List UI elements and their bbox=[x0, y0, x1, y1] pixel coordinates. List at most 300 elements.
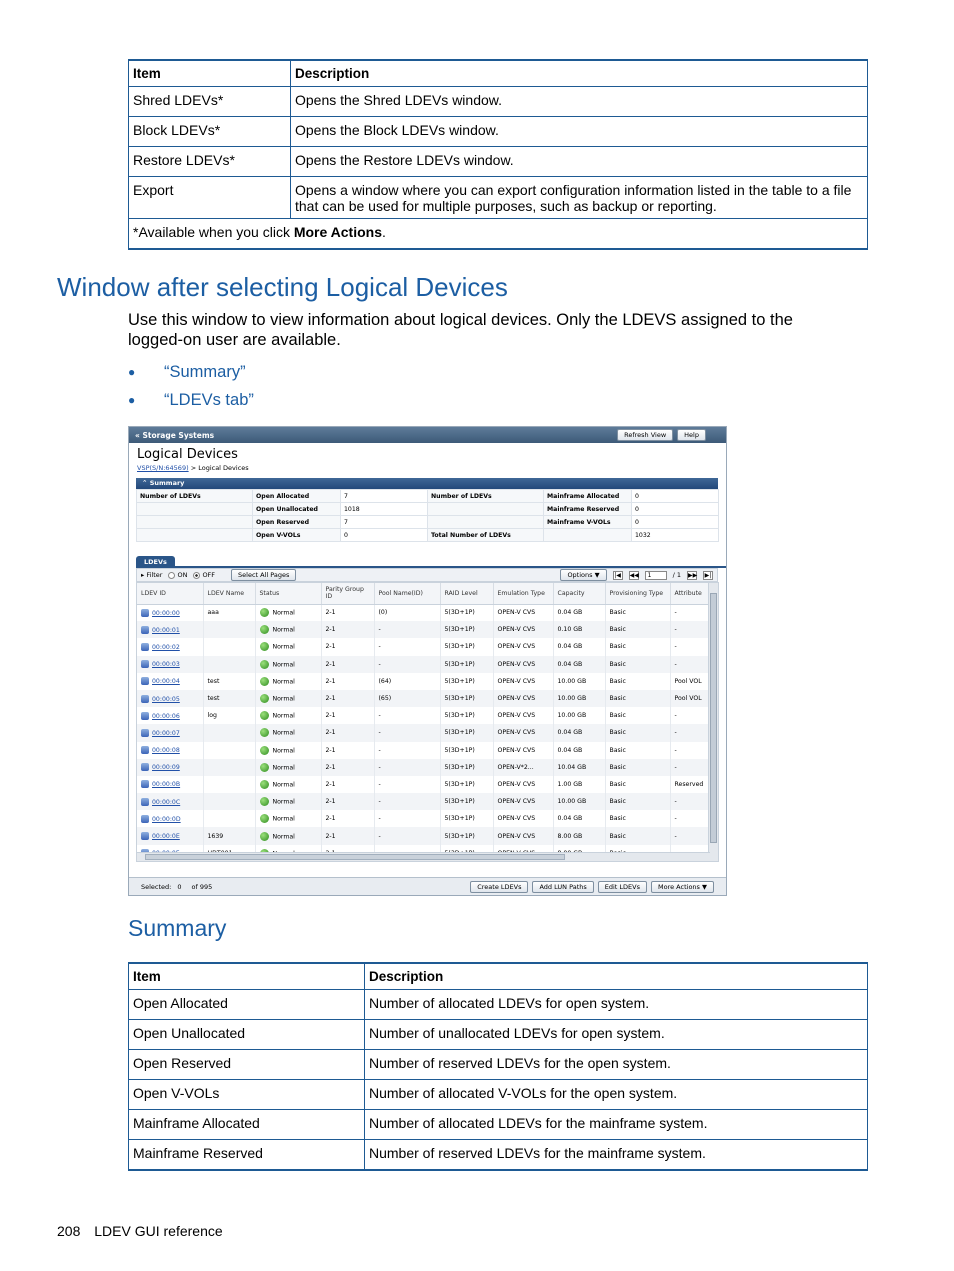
top-bar bbox=[129, 427, 726, 443]
add-lun-paths-button[interactable]: Add LUN Paths bbox=[532, 881, 593, 893]
emulation-type-cell bbox=[493, 724, 553, 741]
cell-text: Normal bbox=[272, 747, 295, 755]
table-row[interactable] bbox=[137, 810, 710, 827]
cell-text: 2-1 bbox=[325, 832, 336, 840]
cell-text: OPEN-V CVS bbox=[497, 695, 536, 703]
col-status[interactable]: Status bbox=[255, 583, 321, 604]
header-item: Item bbox=[129, 963, 365, 990]
cell-text: 0.04 GB bbox=[557, 746, 583, 754]
filter-off-radio[interactable]: OFF bbox=[193, 571, 215, 579]
cell-text: - bbox=[378, 643, 381, 651]
capacity-cell bbox=[553, 742, 605, 759]
status-cell bbox=[255, 604, 321, 621]
ldev-id-cell[interactable] bbox=[137, 673, 203, 690]
ldev-name-cell bbox=[203, 759, 255, 776]
col-capacity[interactable]: Capacity bbox=[553, 583, 605, 604]
raid-level-cell bbox=[440, 827, 493, 844]
scroll-thumb[interactable] bbox=[710, 593, 717, 843]
status-cell bbox=[255, 621, 321, 638]
pool-name-cell bbox=[374, 707, 440, 724]
cell-text: Normal bbox=[272, 815, 295, 823]
header-description: Description bbox=[365, 963, 868, 990]
provisioning-type-cell bbox=[605, 742, 670, 759]
capacity-cell bbox=[553, 690, 605, 707]
help-button[interactable]: Help bbox=[677, 429, 706, 441]
cell-text: - bbox=[674, 609, 677, 617]
cell-text: 00:00:03 bbox=[152, 661, 180, 669]
pool-name-cell bbox=[374, 724, 440, 741]
cell-text: Basic bbox=[609, 729, 626, 737]
provisioning-type-cell bbox=[605, 793, 670, 810]
parity-group-cell bbox=[321, 776, 374, 793]
cell-text: 1.00 GB bbox=[557, 780, 583, 788]
emulation-type-cell bbox=[493, 604, 553, 621]
provisioning-type-cell bbox=[605, 604, 670, 621]
attribute-cell bbox=[670, 638, 710, 655]
status-normal-icon bbox=[260, 677, 269, 686]
cell-text: - bbox=[378, 746, 381, 754]
status-cell bbox=[255, 793, 321, 810]
pool-name-cell bbox=[374, 810, 440, 827]
cell-text: 10.00 GB bbox=[557, 712, 587, 720]
cell-text: 2-1 bbox=[325, 695, 336, 703]
ldev-id-cell[interactable] bbox=[137, 827, 203, 844]
more-actions-button[interactable]: More Actions ▼ bbox=[651, 881, 714, 893]
table-row[interactable] bbox=[137, 638, 710, 655]
cell-text: - bbox=[674, 660, 677, 668]
bottom-bar bbox=[129, 877, 726, 895]
ldev-id-cell[interactable] bbox=[137, 604, 203, 621]
col-emulation-type[interactable]: Emulation Type bbox=[493, 583, 553, 604]
item-cell: Shred LDEVs* bbox=[129, 87, 291, 117]
ldev-id-cell[interactable] bbox=[137, 776, 203, 793]
description-cell: Number of unallocated LDEVs for open system. bbox=[365, 1020, 868, 1050]
pool-name-cell bbox=[374, 759, 440, 776]
cell-text: Basic bbox=[609, 832, 626, 840]
description-cell: Number of allocated LDEVs for the mainframe system. bbox=[365, 1110, 868, 1140]
first-page-icon[interactable]: |◀ bbox=[614, 571, 621, 579]
table-row[interactable] bbox=[137, 724, 710, 741]
status-cell bbox=[255, 724, 321, 741]
col-ldev-id[interactable]: LDEV ID bbox=[137, 583, 203, 604]
raid-level-cell bbox=[440, 793, 493, 810]
raid-level-cell bbox=[440, 604, 493, 621]
summary-table bbox=[136, 489, 719, 542]
table-row[interactable] bbox=[137, 742, 710, 759]
cell-text: Basic bbox=[609, 626, 626, 634]
table-row[interactable] bbox=[137, 759, 710, 776]
footnote-bold: More Actions bbox=[293, 224, 382, 240]
cell-text: OPEN-V CVS bbox=[497, 746, 536, 754]
capacity-cell bbox=[553, 621, 605, 638]
ldev-id-cell[interactable] bbox=[137, 690, 203, 707]
page-input[interactable]: 1 bbox=[645, 571, 667, 580]
cell-text: - bbox=[674, 712, 677, 720]
cell-text: - bbox=[674, 626, 677, 634]
cell-text: 1639 bbox=[207, 832, 224, 840]
summary-title: Summary bbox=[128, 915, 227, 941]
pool-name-cell bbox=[374, 827, 440, 844]
ldev-icon bbox=[141, 798, 149, 806]
status-cell bbox=[255, 776, 321, 793]
cell-text: 5(3D+1P) bbox=[444, 815, 475, 823]
cell-text: Basic bbox=[609, 815, 626, 823]
raid-level-cell bbox=[440, 724, 493, 741]
cell-text: - bbox=[378, 832, 381, 840]
table-row[interactable] bbox=[137, 707, 710, 724]
attribute-cell bbox=[670, 810, 710, 827]
last-page-icon[interactable]: ▶| bbox=[704, 571, 712, 579]
description-cell: Opens the Block LDEVs window. bbox=[291, 117, 868, 147]
ldev-name-cell bbox=[203, 638, 255, 655]
pool-name-cell bbox=[374, 690, 440, 707]
cell-text: Normal bbox=[272, 626, 295, 634]
create-ldevs-button[interactable]: Create LDEVs bbox=[470, 881, 528, 893]
cell-text: 8.00 GB bbox=[557, 832, 583, 840]
ldev-id-cell[interactable] bbox=[137, 707, 203, 724]
parity-group-cell bbox=[321, 793, 374, 810]
cell-text: 2-1 bbox=[325, 660, 336, 668]
capacity-cell bbox=[553, 604, 605, 621]
table-row bbox=[129, 1080, 868, 1110]
status-normal-icon bbox=[260, 780, 269, 789]
filter-icon: ▸ bbox=[141, 571, 147, 579]
col-raid-level[interactable]: RAID Level bbox=[440, 583, 493, 604]
cell-text: - bbox=[378, 729, 381, 737]
cell-text: 2-1 bbox=[325, 815, 336, 823]
attribute-cell bbox=[670, 759, 710, 776]
cell-text: - bbox=[378, 763, 381, 771]
ldev-name-cell bbox=[203, 656, 255, 673]
cell-text: 00:00:00 bbox=[152, 609, 180, 617]
table-row[interactable] bbox=[137, 690, 710, 707]
ldev-icon bbox=[141, 643, 149, 651]
table-row bbox=[129, 990, 868, 1020]
cell-text: 5(3D+1P) bbox=[444, 780, 475, 788]
tab-row bbox=[136, 556, 726, 568]
table-row bbox=[129, 177, 868, 219]
table-row[interactable] bbox=[137, 604, 710, 621]
table-row[interactable] bbox=[137, 776, 710, 793]
prev-page-icon[interactable]: ◀◀ bbox=[629, 571, 639, 579]
parity-group-cell bbox=[321, 827, 374, 844]
capacity-cell bbox=[553, 810, 605, 827]
storage-systems-link[interactable]: « Storage Systems bbox=[135, 430, 215, 440]
page-number: 208 bbox=[57, 1223, 81, 1239]
cell-text: 2-1 bbox=[325, 729, 336, 737]
cell-text: 0.04 GB bbox=[557, 815, 583, 823]
cell-text: Basic bbox=[609, 695, 626, 703]
pool-name-cell bbox=[374, 621, 440, 638]
cell-text: 2-1 bbox=[325, 780, 336, 788]
vertical-scrollbar[interactable] bbox=[708, 583, 718, 861]
ldev-id-cell[interactable] bbox=[137, 638, 203, 655]
table-row[interactable] bbox=[137, 673, 710, 690]
ldev-icon bbox=[141, 729, 149, 737]
item-cell: Mainframe Allocated bbox=[129, 1110, 365, 1140]
parity-group-cell bbox=[321, 621, 374, 638]
raid-level-cell bbox=[440, 690, 493, 707]
ldev-id-cell[interactable] bbox=[137, 742, 203, 759]
parity-group-cell bbox=[321, 810, 374, 827]
cell-text: OPEN-V CVS bbox=[497, 626, 536, 634]
col-parity-group[interactable]: Parity Group ID bbox=[321, 583, 374, 604]
cell-text: - bbox=[378, 712, 381, 720]
status-cell bbox=[255, 742, 321, 759]
footnote-row bbox=[129, 219, 868, 249]
pool-name-cell bbox=[374, 638, 440, 655]
table-row bbox=[129, 1110, 868, 1140]
ldev-name-cell bbox=[203, 707, 255, 724]
refresh-view-button[interactable]: Refresh View bbox=[617, 429, 673, 441]
description-cell: Number of reserved LDEVs for the open system. bbox=[365, 1050, 868, 1080]
status-normal-icon bbox=[260, 642, 269, 651]
cell-text: Normal bbox=[272, 833, 295, 841]
cell-text: OPEN-V CVS bbox=[497, 729, 536, 737]
cell-text: 00:00:08 bbox=[152, 747, 180, 755]
cell-text: Normal bbox=[272, 678, 295, 686]
status-cell bbox=[255, 810, 321, 827]
edit-ldevs-button[interactable]: Edit LDEVs bbox=[598, 881, 647, 893]
cell-text: 00:00:07 bbox=[152, 729, 180, 737]
capacity-cell bbox=[553, 827, 605, 844]
scroll-thumb[interactable] bbox=[145, 854, 565, 860]
ldev-name-cell bbox=[203, 724, 255, 741]
cell-text: 2-1 bbox=[325, 712, 336, 720]
cell-text: 10.00 GB bbox=[557, 695, 587, 703]
next-page-icon[interactable]: ▶▶ bbox=[688, 571, 698, 579]
cell-text: log bbox=[207, 712, 217, 720]
cell-text: 2-1 bbox=[325, 746, 336, 754]
ldev-name-cell bbox=[203, 810, 255, 827]
ldev-name-cell bbox=[203, 793, 255, 810]
page-total: / 1 bbox=[672, 571, 681, 579]
table-row[interactable] bbox=[137, 656, 710, 673]
cell-text: Normal bbox=[272, 798, 295, 806]
item-cell: Block LDEVs* bbox=[129, 117, 291, 147]
raid-level-cell bbox=[440, 810, 493, 827]
capacity-cell bbox=[553, 707, 605, 724]
description-cell: Number of reserved LDEVs for the mainframe system. bbox=[365, 1140, 868, 1170]
capacity-cell bbox=[553, 638, 605, 655]
ldev-id-cell[interactable] bbox=[137, 810, 203, 827]
cell-text: Pool VOL bbox=[674, 695, 702, 703]
item-cell: Open Reserved bbox=[129, 1050, 365, 1080]
cell-text: Reserved bbox=[674, 780, 704, 788]
cell-text: Basic bbox=[609, 609, 626, 617]
emulation-type-cell bbox=[493, 742, 553, 759]
emulation-type-cell bbox=[493, 759, 553, 776]
cell-text: OPEN-V CVS bbox=[497, 609, 536, 617]
ldevs-table bbox=[137, 583, 710, 862]
capacity-cell bbox=[553, 776, 605, 793]
items-table bbox=[128, 59, 868, 250]
cell-text: - bbox=[674, 643, 677, 651]
chapter-title: LDEV GUI reference bbox=[94, 1223, 223, 1239]
radio-selected-icon bbox=[193, 572, 200, 579]
col-provisioning-type[interactable]: Provisioning Type bbox=[605, 583, 670, 604]
raid-level-cell bbox=[440, 656, 493, 673]
provisioning-type-cell bbox=[605, 673, 670, 690]
raid-level-cell bbox=[440, 638, 493, 655]
col-attribute[interactable]: Attribute bbox=[670, 583, 710, 604]
cell-text: Basic bbox=[609, 677, 626, 685]
list-item bbox=[128, 386, 254, 414]
collapse-icon: ⌃ bbox=[142, 479, 150, 487]
pool-name-cell bbox=[374, 604, 440, 621]
cell-text: Basic bbox=[609, 660, 626, 668]
provisioning-type-cell bbox=[605, 724, 670, 741]
cell-text: 00:00:04 bbox=[152, 678, 180, 686]
status-normal-icon bbox=[260, 711, 269, 720]
emulation-type-cell bbox=[493, 690, 553, 707]
cell-text: 10.00 GB bbox=[557, 677, 587, 685]
ldev-id-cell[interactable] bbox=[137, 724, 203, 741]
provisioning-type-cell bbox=[605, 810, 670, 827]
pool-name-cell bbox=[374, 742, 440, 759]
cell-text: - bbox=[674, 746, 677, 754]
breadcrumb: VSP(S/N:64569) > Logical Devices bbox=[137, 464, 249, 472]
tab-ldevs[interactable]: LDEVs bbox=[136, 556, 175, 568]
cell-text: Normal bbox=[272, 661, 295, 669]
description-cell: Number of allocated LDEVs for open system. bbox=[365, 990, 868, 1020]
ldev-icon bbox=[141, 763, 149, 771]
cell-text: 5(3D+1P) bbox=[444, 798, 475, 806]
ldev-name-cell bbox=[203, 604, 255, 621]
attribute-cell bbox=[670, 707, 710, 724]
parity-group-cell bbox=[321, 673, 374, 690]
cell-text: test bbox=[207, 677, 220, 685]
attribute-cell bbox=[670, 827, 710, 844]
col-pool-name[interactable]: Pool Name(ID) bbox=[374, 583, 440, 604]
cell-text: 0.04 GB bbox=[557, 729, 583, 737]
cell-text: OPEN-V CVS bbox=[497, 643, 536, 651]
cell-text: - bbox=[378, 626, 381, 634]
description-cell: Number of allocated V-VOLs for the open system. bbox=[365, 1080, 868, 1110]
ldev-id-cell[interactable] bbox=[137, 759, 203, 776]
ldev-id-cell[interactable] bbox=[137, 793, 203, 810]
ldevs-grid bbox=[136, 582, 719, 862]
cell-text: 10.00 GB bbox=[557, 798, 587, 806]
status-normal-icon bbox=[260, 763, 269, 772]
ldev-icon bbox=[141, 609, 149, 617]
cell-text: Normal bbox=[272, 781, 295, 789]
section-title: Window after selecting Logical Devices bbox=[57, 272, 508, 302]
cell-text: (65) bbox=[378, 695, 392, 703]
table-row[interactable] bbox=[137, 621, 710, 638]
description-cell: Opens the Shred LDEVs window. bbox=[291, 87, 868, 117]
cell-text: 2-1 bbox=[325, 763, 336, 771]
ldev-id-cell[interactable] bbox=[137, 621, 203, 638]
cell-text: Normal bbox=[272, 643, 295, 651]
cell-text: Normal bbox=[272, 609, 295, 617]
cell-text: 5(3D+1P) bbox=[444, 763, 475, 771]
filter-on-radio[interactable]: ON bbox=[168, 571, 187, 579]
ldev-icon bbox=[141, 626, 149, 634]
table-row: Open Unallocated 1018 Mainframe Reserved 0 bbox=[137, 503, 719, 516]
attribute-cell bbox=[670, 690, 710, 707]
cell-text: Normal bbox=[272, 764, 295, 772]
horizontal-scrollbar[interactable] bbox=[137, 852, 710, 861]
attribute-cell bbox=[670, 656, 710, 673]
attribute-cell bbox=[670, 621, 710, 638]
item-cell: Open Allocated bbox=[129, 990, 365, 1020]
breadcrumb-storage-link[interactable]: VSP(S/N:64569) bbox=[137, 464, 189, 472]
table-row bbox=[129, 147, 868, 177]
ldev-name-cell bbox=[203, 690, 255, 707]
window-title: Logical Devices bbox=[137, 447, 238, 462]
cell-text: Basic bbox=[609, 643, 626, 651]
cell-text: 5(3D+1P) bbox=[444, 626, 475, 634]
status-normal-icon bbox=[260, 814, 269, 823]
cell-text: OPEN-V CVS bbox=[497, 798, 536, 806]
col-ldev-name[interactable]: LDEV Name bbox=[203, 583, 255, 604]
cell-text: 5(3D+1P) bbox=[444, 660, 475, 668]
summary-items-table bbox=[128, 962, 868, 1171]
raid-level-cell bbox=[440, 673, 493, 690]
summary-link[interactable]: “Summary” bbox=[164, 362, 246, 381]
table-row bbox=[129, 117, 868, 147]
table-row bbox=[129, 1020, 868, 1050]
capacity-cell bbox=[553, 759, 605, 776]
ldev-icon bbox=[141, 832, 149, 840]
select-all-pages-button[interactable]: Select All Pages bbox=[231, 569, 296, 581]
cell-text: - bbox=[674, 815, 677, 823]
filter-bar bbox=[136, 568, 718, 582]
ldev-id-cell[interactable] bbox=[137, 656, 203, 673]
item-cell: Open Unallocated bbox=[129, 1020, 365, 1050]
ldev-name-cell bbox=[203, 742, 255, 759]
cell-text: 2-1 bbox=[325, 626, 336, 634]
status-cell bbox=[255, 759, 321, 776]
provisioning-type-cell bbox=[605, 707, 670, 724]
ldevs-tab-link[interactable]: “LDEVs tab” bbox=[164, 390, 254, 409]
cell-text: 0.04 GB bbox=[557, 660, 583, 668]
item-cell: Restore LDEVs* bbox=[129, 147, 291, 177]
description-cell: Opens the Restore LDEVs window. bbox=[291, 147, 868, 177]
pool-name-cell bbox=[374, 673, 440, 690]
cell-text: Pool VOL bbox=[674, 677, 702, 685]
cell-text: 5(3D+1P) bbox=[444, 643, 475, 651]
emulation-type-cell bbox=[493, 621, 553, 638]
table-row[interactable] bbox=[137, 793, 710, 810]
pool-name-cell bbox=[374, 656, 440, 673]
cell-text: 00:00:06 bbox=[152, 712, 180, 720]
filter-toggle[interactable]: ▸ Filter bbox=[141, 571, 163, 579]
status-normal-icon bbox=[260, 660, 269, 669]
capacity-cell bbox=[553, 724, 605, 741]
cell-text: 00:00:0C bbox=[152, 798, 181, 806]
cell-text: - bbox=[674, 729, 677, 737]
summary-header[interactable]: ⌃ Summary bbox=[136, 478, 718, 489]
page-footer bbox=[57, 1223, 233, 1239]
table-row[interactable] bbox=[137, 827, 710, 844]
cell-text: - bbox=[674, 832, 677, 840]
emulation-type-cell bbox=[493, 707, 553, 724]
cell-text: OPEN-V CVS bbox=[497, 712, 536, 720]
table-row: Open V-VOLs 0 Total Number of LDEVs 1032 bbox=[137, 529, 719, 542]
parity-group-cell bbox=[321, 604, 374, 621]
ldev-name-cell bbox=[203, 776, 255, 793]
status-cell bbox=[255, 673, 321, 690]
provisioning-type-cell bbox=[605, 759, 670, 776]
status-cell bbox=[255, 656, 321, 673]
provisioning-type-cell bbox=[605, 638, 670, 655]
attribute-cell bbox=[670, 776, 710, 793]
ldev-icon bbox=[141, 677, 149, 685]
options-dropdown[interactable]: Options ▼ bbox=[560, 569, 606, 581]
cell-text: Basic bbox=[609, 780, 626, 788]
